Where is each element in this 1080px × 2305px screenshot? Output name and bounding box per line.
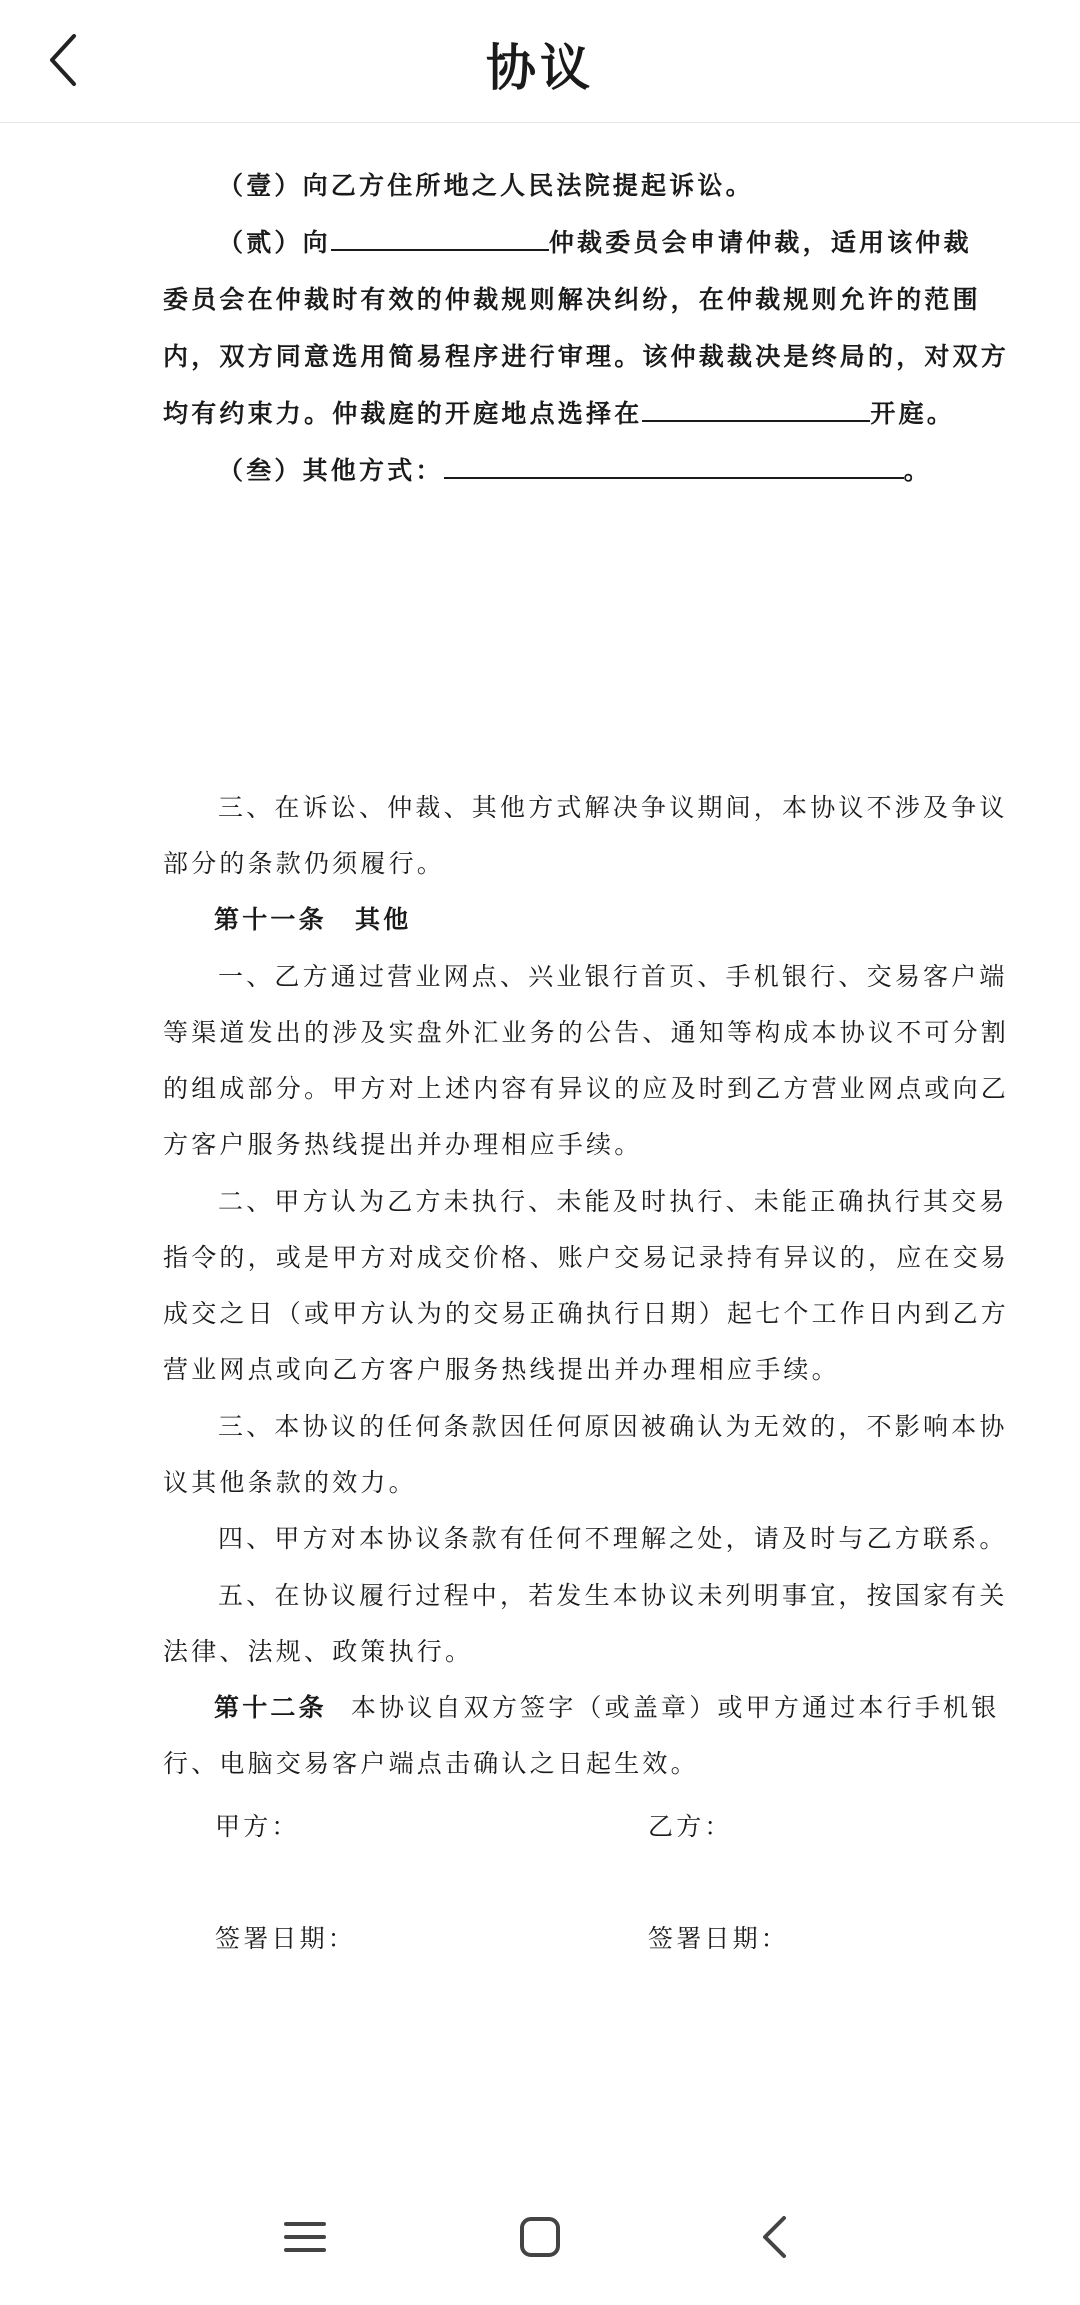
doc-line: 指令的，或是甲方对成交价格、账户交易记录持有异议的，应在交易 xyxy=(163,1243,1010,1272)
doc-line: 委员会在仲裁时有效的仲裁规则解决纠纷，在仲裁规则允许的范围 xyxy=(163,285,981,314)
article-11-heading: 第十一条 其他 xyxy=(214,905,412,934)
venue-blank xyxy=(642,398,870,422)
doc-line: （壹）向乙方住所地之人民法院提起诉讼。 xyxy=(218,171,754,200)
menu-icon xyxy=(270,2202,340,2272)
home-button[interactable] xyxy=(505,2202,575,2272)
doc-line: 四、甲方对本协议条款有任何不理解之处，请及时与乙方联系。 xyxy=(218,1524,1008,1553)
doc-line: 内，双方同意选用简易程序进行审理。该仲裁裁决是终局的，对双方 xyxy=(163,342,1010,371)
doc-text: （贰）向 xyxy=(218,228,331,257)
doc-line xyxy=(218,455,932,487)
doc-line: 议其他条款的效力。 xyxy=(163,1468,417,1497)
doc-text: 本协议自双方签字（或盖章）或甲方通过本行手机银 xyxy=(350,1693,1000,1722)
doc-text: 。 xyxy=(903,456,932,485)
doc-line: 的组成部分。甲方对上述内容有异议的应及时到乙方营业网点或向乙 xyxy=(163,1074,1010,1103)
doc-line: 方客户服务热线提出并办理相应手续。 xyxy=(163,1130,643,1159)
doc-text: 开庭。 xyxy=(870,399,956,428)
chevron-left-icon xyxy=(740,2202,810,2272)
doc-line: 部分的条款仍须履行。 xyxy=(163,849,446,878)
article-12-heading: 第十二条 xyxy=(214,1693,327,1722)
recent-apps-button[interactable] xyxy=(270,2202,340,2272)
party-b-sign-date: 签署日期： xyxy=(648,1924,790,1953)
doc-line: 成交之日（或甲方认为的交易正确执行日期）起七个工作日内到乙方 xyxy=(163,1299,1010,1328)
party-a-label: 甲方： xyxy=(215,1812,300,1841)
doc-line: 二、甲方认为乙方未执行、未能及时执行、未能正确执行其交易 xyxy=(218,1187,1008,1216)
doc-line: 行、电脑交易客户端点击确认之日起生效。 xyxy=(163,1749,699,1778)
party-b-label: 乙方： xyxy=(648,1812,733,1841)
doc-line: 三、在诉讼、仲裁、其他方式解决争议期间，本协议不涉及争议 xyxy=(218,793,1008,822)
system-back-button[interactable] xyxy=(740,2202,810,2272)
system-nav-bar xyxy=(0,2180,1080,2305)
doc-line xyxy=(163,398,955,430)
doc-text: 仲裁委员会申请仲裁，适用该仲裁 xyxy=(548,228,972,257)
home-square-icon xyxy=(505,2202,575,2272)
doc-line xyxy=(218,227,972,259)
doc-line: 三、本协议的任何条款因任何原因被确认为无效的，不影响本协 xyxy=(218,1412,1008,1441)
doc-line: 等渠道发出的涉及实盘外汇业务的公告、通知等构成本协议不可分割 xyxy=(163,1018,1010,1047)
doc-text: （叁）其他方式： xyxy=(218,456,444,485)
arbitration-committee-blank xyxy=(331,227,549,251)
party-a-sign-date: 签署日期： xyxy=(215,1924,357,1953)
doc-line: 营业网点或向乙方客户服务热线提出并办理相应手续。 xyxy=(163,1355,840,1384)
app-header xyxy=(0,0,1080,123)
doc-line xyxy=(214,1692,999,1724)
doc-line: 五、在协议履行过程中，若发生本协议未列明事宜，按国家有关 xyxy=(218,1581,1008,1610)
doc-line: 法律、法规、政策执行。 xyxy=(163,1637,474,1666)
page-title: 协议 xyxy=(486,39,594,97)
other-methods-blank xyxy=(444,455,904,479)
doc-line: 一、乙方通过营业网点、兴业银行首页、手机银行、交易客户端 xyxy=(218,962,1008,991)
doc-text: 均有约束力。仲裁庭的开庭地点选择在 xyxy=(163,399,643,428)
